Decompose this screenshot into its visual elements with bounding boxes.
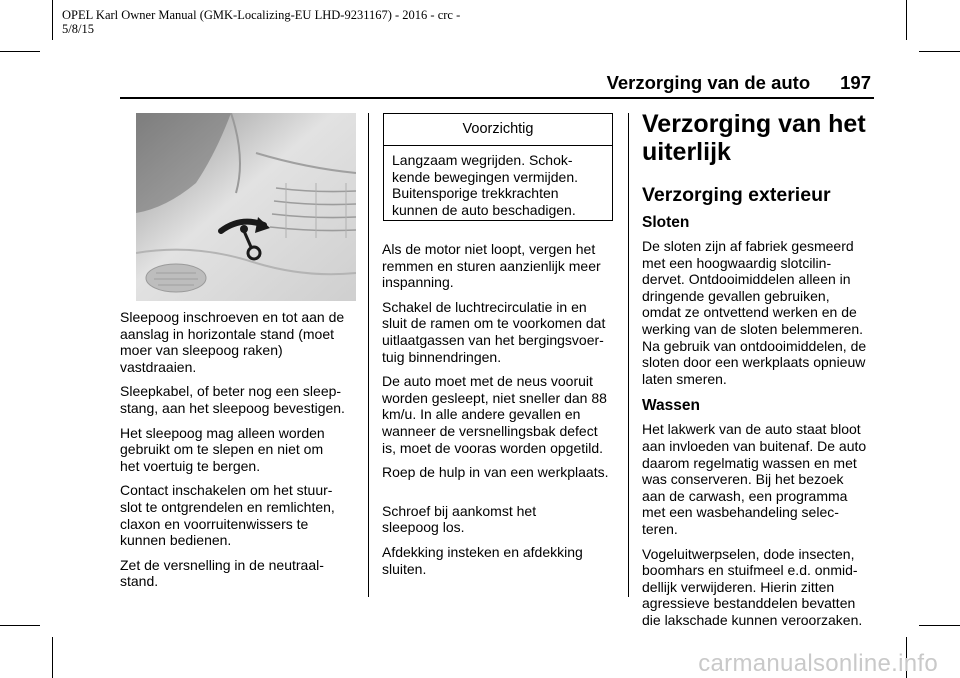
paragraph: Afdekking insteken en afdekking sluiten. (382, 543, 583, 577)
column-divider (628, 113, 629, 597)
crop-mark (919, 625, 960, 626)
subsection-heading: Sloten (642, 214, 690, 231)
paragraph: Het lakwerk van de auto staat bloot aan invloeden van buitenaf. De auto daarom regelmatig wassen en met was conserveren. Bij het bezoek aan de carwash, een programma met een wasbehandeling selec- teren. (642, 421, 867, 537)
paragraph: Vogeluitwerpselen, dode insecten, boomhars en stuifmeel e.d. onmid- dellijk verwijderen. Hierin zitten agressieve bestanddelen bevatten die lakschade kunnen veroorzaken. (642, 545, 863, 628)
column-1 (120, 309, 357, 598)
column-divider (368, 113, 369, 597)
section-heading: Verzorging exterieur (642, 184, 831, 206)
caution-title: Voorzichtig (384, 114, 612, 146)
caution-text: Langzaam wegrijden. Schok- kende bewegingen vermijden. Buitensporige trekkrachten kunnen de auto beschadigen. (392, 152, 579, 218)
paragraph: Sleepoog inschroeven en tot aan de aanslag in horizontale stand (moet moer van sleepoog raken) vastdraaien. (120, 309, 345, 375)
paragraph: De sloten zijn af fabriek gesmeerd met een hoogwaardig slotcilin- dervet. Ontdooimiddelen alleen in dringende gevallen gebruiken, omdat ze ontvettend werken en de werking van de sloten belemmeren. Na gebruik van ontdooimiddelen, de sloten door een werkplaats opnieuw laten smeren. (642, 238, 867, 387)
paragraph: Schakel de luchtrecirculatie in en sluit de ramen om te voorkomen dat uitlaatgassen van het bergingsvoer- tuig binnendringen. (382, 298, 606, 365)
crop-mark (0, 51, 40, 52)
subsection-heading: Wassen (642, 397, 701, 415)
paragraph: Contact inschakelen om het stuur- slot te ontgrendelen en remlichten, claxon en voorruitenwissers te kunnen bedienen. (120, 482, 335, 549)
paragraph: Het sleepoog mag alleen worden gebruikt om te slepen en niet om het voertuig te bergen. (120, 424, 325, 474)
paragraph: Als de motor niet loopt, vergen het remmen en sturen aanzienlijk meer inspanning. (382, 241, 601, 291)
watermark: carmanualsonline.info (698, 650, 938, 677)
section-title: Verzorging van de auto (606, 72, 811, 93)
crop-mark (906, 0, 907, 40)
paragraph: Schroef bij aankomst het sleepoog los. (382, 502, 537, 536)
crop-mark (919, 51, 960, 52)
page-number: 197 (840, 72, 871, 93)
crop-mark (52, 0, 53, 40)
paragraph: De auto moet met de neus vooruit worden gesleept, niet sneller dan 88 km/u. In alle andere gevallen en wanneer de versnellingsbak defect is, moet de vooras worden opgetild. (382, 373, 607, 456)
chapter-heading: Verzorging van het uiterlijk (642, 110, 866, 166)
crop-mark (52, 637, 53, 678)
header-rule (120, 97, 874, 99)
paragraph: Roep de hulp in van een werkplaats. (382, 464, 609, 481)
car-front-drawing (136, 113, 356, 301)
column-2 (382, 241, 617, 585)
paragraph: Zet de versnelling in de neutraal- stand. (120, 556, 324, 590)
crop-mark (0, 625, 40, 626)
meta-line-1: OPEL Karl Owner Manual (GMK-Localizing-EU LHD-9231167) - 2016 - crc - (62, 8, 461, 22)
tow-eye-illustration (136, 113, 356, 301)
column-3 (642, 110, 876, 636)
caution-box (383, 113, 613, 221)
document-meta (62, 8, 522, 36)
meta-line-2: 5/8/15 (62, 22, 94, 36)
paragraph: Sleepkabel, of beter nog een sleep- stang, aan het sleepoog bevestigen. (120, 383, 345, 416)
running-head (607, 72, 871, 94)
